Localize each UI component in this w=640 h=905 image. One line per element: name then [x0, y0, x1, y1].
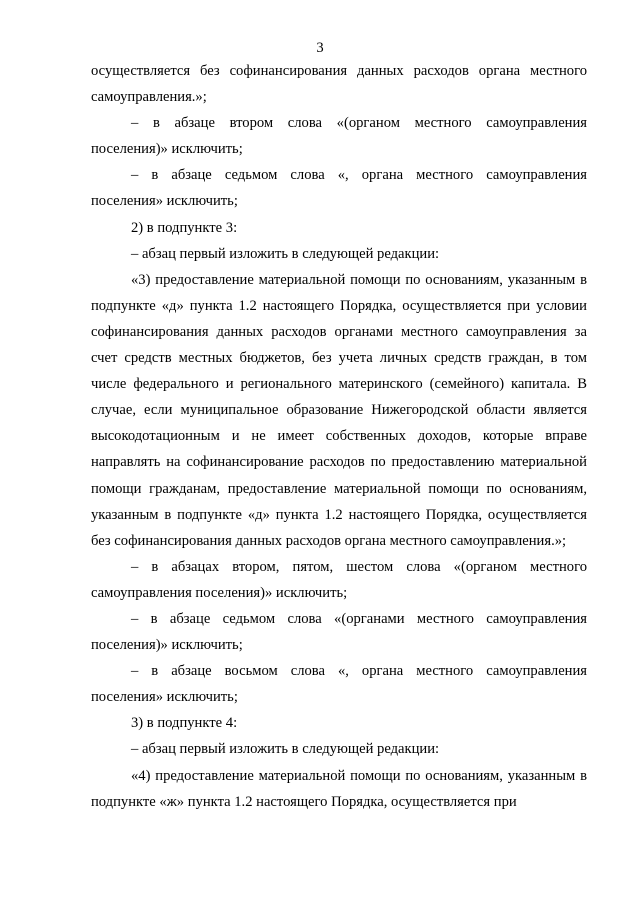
paragraph: – в абзацах втором, пятом, шестом слова «(органом местного самоуправления поселения)» исключить;	[91, 558, 587, 601]
paragraph: – в абзаце восьмом слова «, органа местного самоуправления поселения» исключить;	[91, 663, 587, 706]
paragraph: – в абзаце седьмом слова «(органами местного самоуправления поселения)» исключить;	[91, 610, 587, 654]
paragraph: – абзац первый изложить в следующей редакции:	[131, 741, 440, 758]
page-number: 3	[316, 40, 324, 56]
paragraph: – в абзаце седьмом слова «, органа местного самоуправления поселения» исключить;	[91, 167, 587, 210]
paragraph: 3) в подпункте 4:	[131, 715, 238, 732]
paragraph: «4) предоставление материальной помощи по основаниям, указанным в подпункте «ж» пункта 1.2 настоящего Порядка, осуществляется при	[91, 767, 587, 810]
document-body	[91, 58, 587, 815]
paragraph: – абзац первый изложить в следующей редакции:	[131, 245, 440, 262]
paragraph: «3) предоставление материальной помощи по основаниям, указанным в подпункте «д» пункта 1.2 настоящего Порядка, осуществляется при условии софинансирования данных расходов органами местного самоуправления за счет средств местных бюджетов, без учета личных средств граждан, в том числе федерального и регионального материнского (семейного) капитала. В случае, если муниципальное образование Нижегородской области является высокодотационным и не имеет собственных доходов, которые вправе направлять на софинансирование расходов по предоставлению материальной помощи гражданам, предоставление материальной помощи по основаниям, указанным в подпункте «д» пункта 1.2 настоящего Порядка, осуществляется без софинансирования данных расходов органа местного самоуправления.»;	[91, 271, 587, 549]
paragraph: 2) в подпункте 3:	[131, 219, 238, 236]
paragraph: – в абзаце втором слова «(органом местного самоуправления поселения)» исключить;	[91, 115, 587, 158]
paragraph: осуществляется без софинансирования данных расходов органа местного самоуправления.»;	[91, 63, 587, 106]
